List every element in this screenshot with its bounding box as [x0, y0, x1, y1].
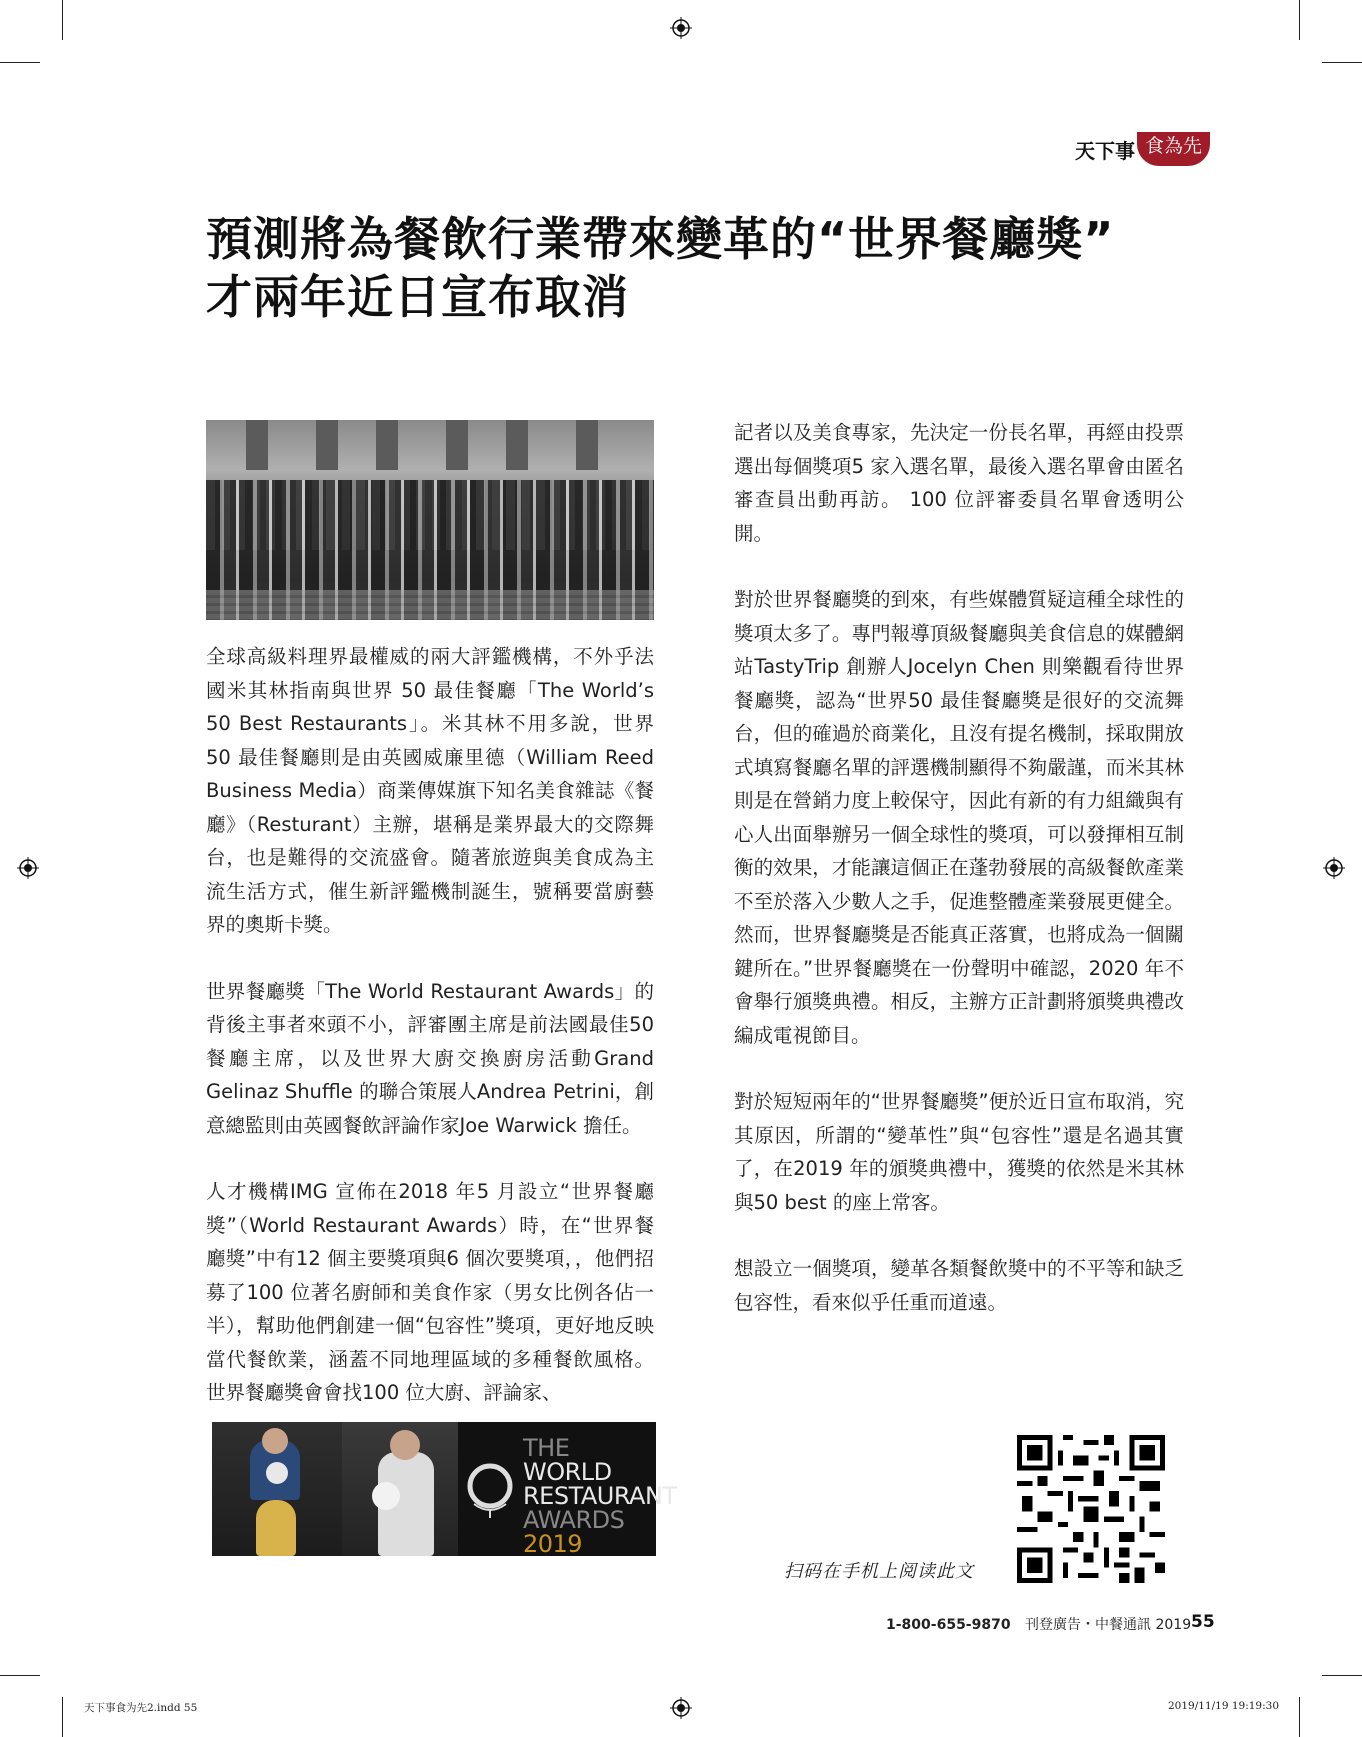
crop-mark [0, 62, 40, 63]
qr-caption: 扫码在手机上阅读此文 [784, 1561, 974, 1582]
logo-line-awards: AWARDS [523, 1506, 625, 1534]
crop-mark [1322, 62, 1362, 63]
registration-mark-icon [670, 17, 692, 39]
paragraph: 記者以及美食專家，先決定一份長名單，再經由投票選出每個獎項5 家入選名單，最後入選名單會由匿名審查員出動再訪。 100 位評審委員名單會透明公開。 [734, 421, 1184, 545]
title-line-1: 預測將為餐飲行業帶來變革的“世界餐廳獎” [206, 212, 1115, 266]
slug-timestamp: 2019/11/19 19:19:30 [1168, 1700, 1280, 1712]
crop-mark [62, 1697, 63, 1737]
crop-mark [0, 1675, 40, 1676]
footer-phone: 1-800-655-9870 [886, 1617, 1011, 1633]
left-column [206, 640, 654, 1443]
award-photo-strip [212, 1422, 677, 1558]
slug-file: 天下事食为先2.indd 55 [84, 1702, 198, 1714]
logo-line-world: WORLD [523, 1458, 612, 1486]
logo-line-year: 2019 [523, 1530, 583, 1558]
globe-icon [464, 1460, 516, 1520]
qr-code[interactable] [1017, 1435, 1165, 1583]
page-number: 55 [1191, 1612, 1215, 1632]
section-tag-left: 天下事 [1075, 138, 1135, 163]
section-tag-right: 食為先 [1137, 132, 1210, 166]
title-line-2: 才兩年近日宣布取消 [206, 270, 629, 324]
registration-mark-icon [1323, 857, 1345, 879]
registration-mark-icon [17, 857, 39, 879]
award-logo [458, 1422, 677, 1558]
logo-line-restaurant: RESTAURANT [523, 1482, 677, 1510]
group-photo [206, 420, 654, 620]
right-column [734, 416, 1184, 1352]
logo-line-the: THE [523, 1434, 570, 1462]
crop-mark [62, 0, 63, 40]
paragraph: 對於世界餐廳獎的到來，有些媒體質疑這種全球性的獎項太多了。專門報導頂級餐廳與美食信息的媒體網站TastyTrip 創辦人Jocelyn Chen 則樂觀看待世界餐廳獎，認為“世界50 最佳餐廳獎是很好的交流舞台，但的確過於商業化，且沒有提名機制，採取開放式填寫餐廳名單的評選機制顯得不夠嚴謹，而米其林則是在營銷力度上較保守，因此有新的有力組織與有心人出面舉辦另一個全球性的獎項，可以發揮相互制衡的效果，才能讓這個正在蓬勃發展的高級餐飲產業不至於落入少數人之手，促進整體產業發展更健全。然而，世界餐廳獎是否能真正落實，也將成為一個關鍵所在。”世界餐廳獎在一份聲明中確認，2020 年不會舉行頒獎典禮。相反，主辦方正計劃將頒獎典禮改編成電視節目。 [734, 588, 1184, 1047]
footer-publication: 刊登廣告・中餐通訊 2019 [1025, 1617, 1192, 1633]
paragraph: 全球高級料理界最權威的兩大評鑑機構，不外乎法國米其林指南與世界 50 最佳餐廳「The World’s 50 Best Restaurants」。米其林不用多說，世界 50 最佳餐廳則是由英國威廉里德（William Reed Business Media）商業傳媒旗下知名美食雜誌《餐廳》（Resturant）主辦，堪稱是業界最大的交際舞台，也是難得的交流盛會。隨著旅遊與美食成為主流生活方式，催生新評鑑機制誕生，號稱要當廚藝界的奧斯卡獎。 [206, 645, 654, 936]
chef-photo [342, 1422, 458, 1556]
paragraph: 對於短短兩年的“世界餐廳獎”便於近日宣布取消，究其原因，所謂的“變革性”與“包容性”還是名過其實了，在2019 年的頒獎典禮中，獲獎的依然是米其林與50 best 的座上常客。 [734, 1090, 1184, 1214]
section-tag [1075, 132, 1210, 166]
page-title [206, 210, 1206, 326]
footer-info [886, 1614, 1191, 1634]
crop-mark [1299, 0, 1300, 40]
registration-mark-icon [670, 1697, 692, 1719]
crop-mark [1299, 1697, 1300, 1737]
paragraph: 世界餐廳獎「The World Restaurant Awards」的背後主事者來頭不小，評審團主席是前法國最佳50餐廳主席，以及世界大廚交換廚房活動Grand Gelinaz Shuffle 的聯合策展人Andrea Petrini，創意總監則由英國餐飲評論作家Joe Warwick 擔任。 [206, 979, 654, 1137]
crop-mark [1322, 1675, 1362, 1676]
paragraph: 想設立一個獎項，變革各類餐飲獎中的不平等和缺乏包容性，看來似乎任重而道遠。 [734, 1257, 1184, 1314]
paragraph: 人才機構IMG 宣佈在2018 年5 月設立“世界餐廳獎”（World Restaurant Awards）時，在“世界餐廳獎”中有12 個主要獎項與6 個次要獎項，，他們招募了100 位著名廚師和美食作家（男女比例各佔一半），幫助他們創建一個“包容性”獎項，更好地反映當代餐飲業，涵蓋不同地理區域的多種餐飲風格。世界餐廳獎會會找100 位大廚、評論家、 [206, 1180, 654, 1404]
chef-photo [212, 1422, 342, 1556]
